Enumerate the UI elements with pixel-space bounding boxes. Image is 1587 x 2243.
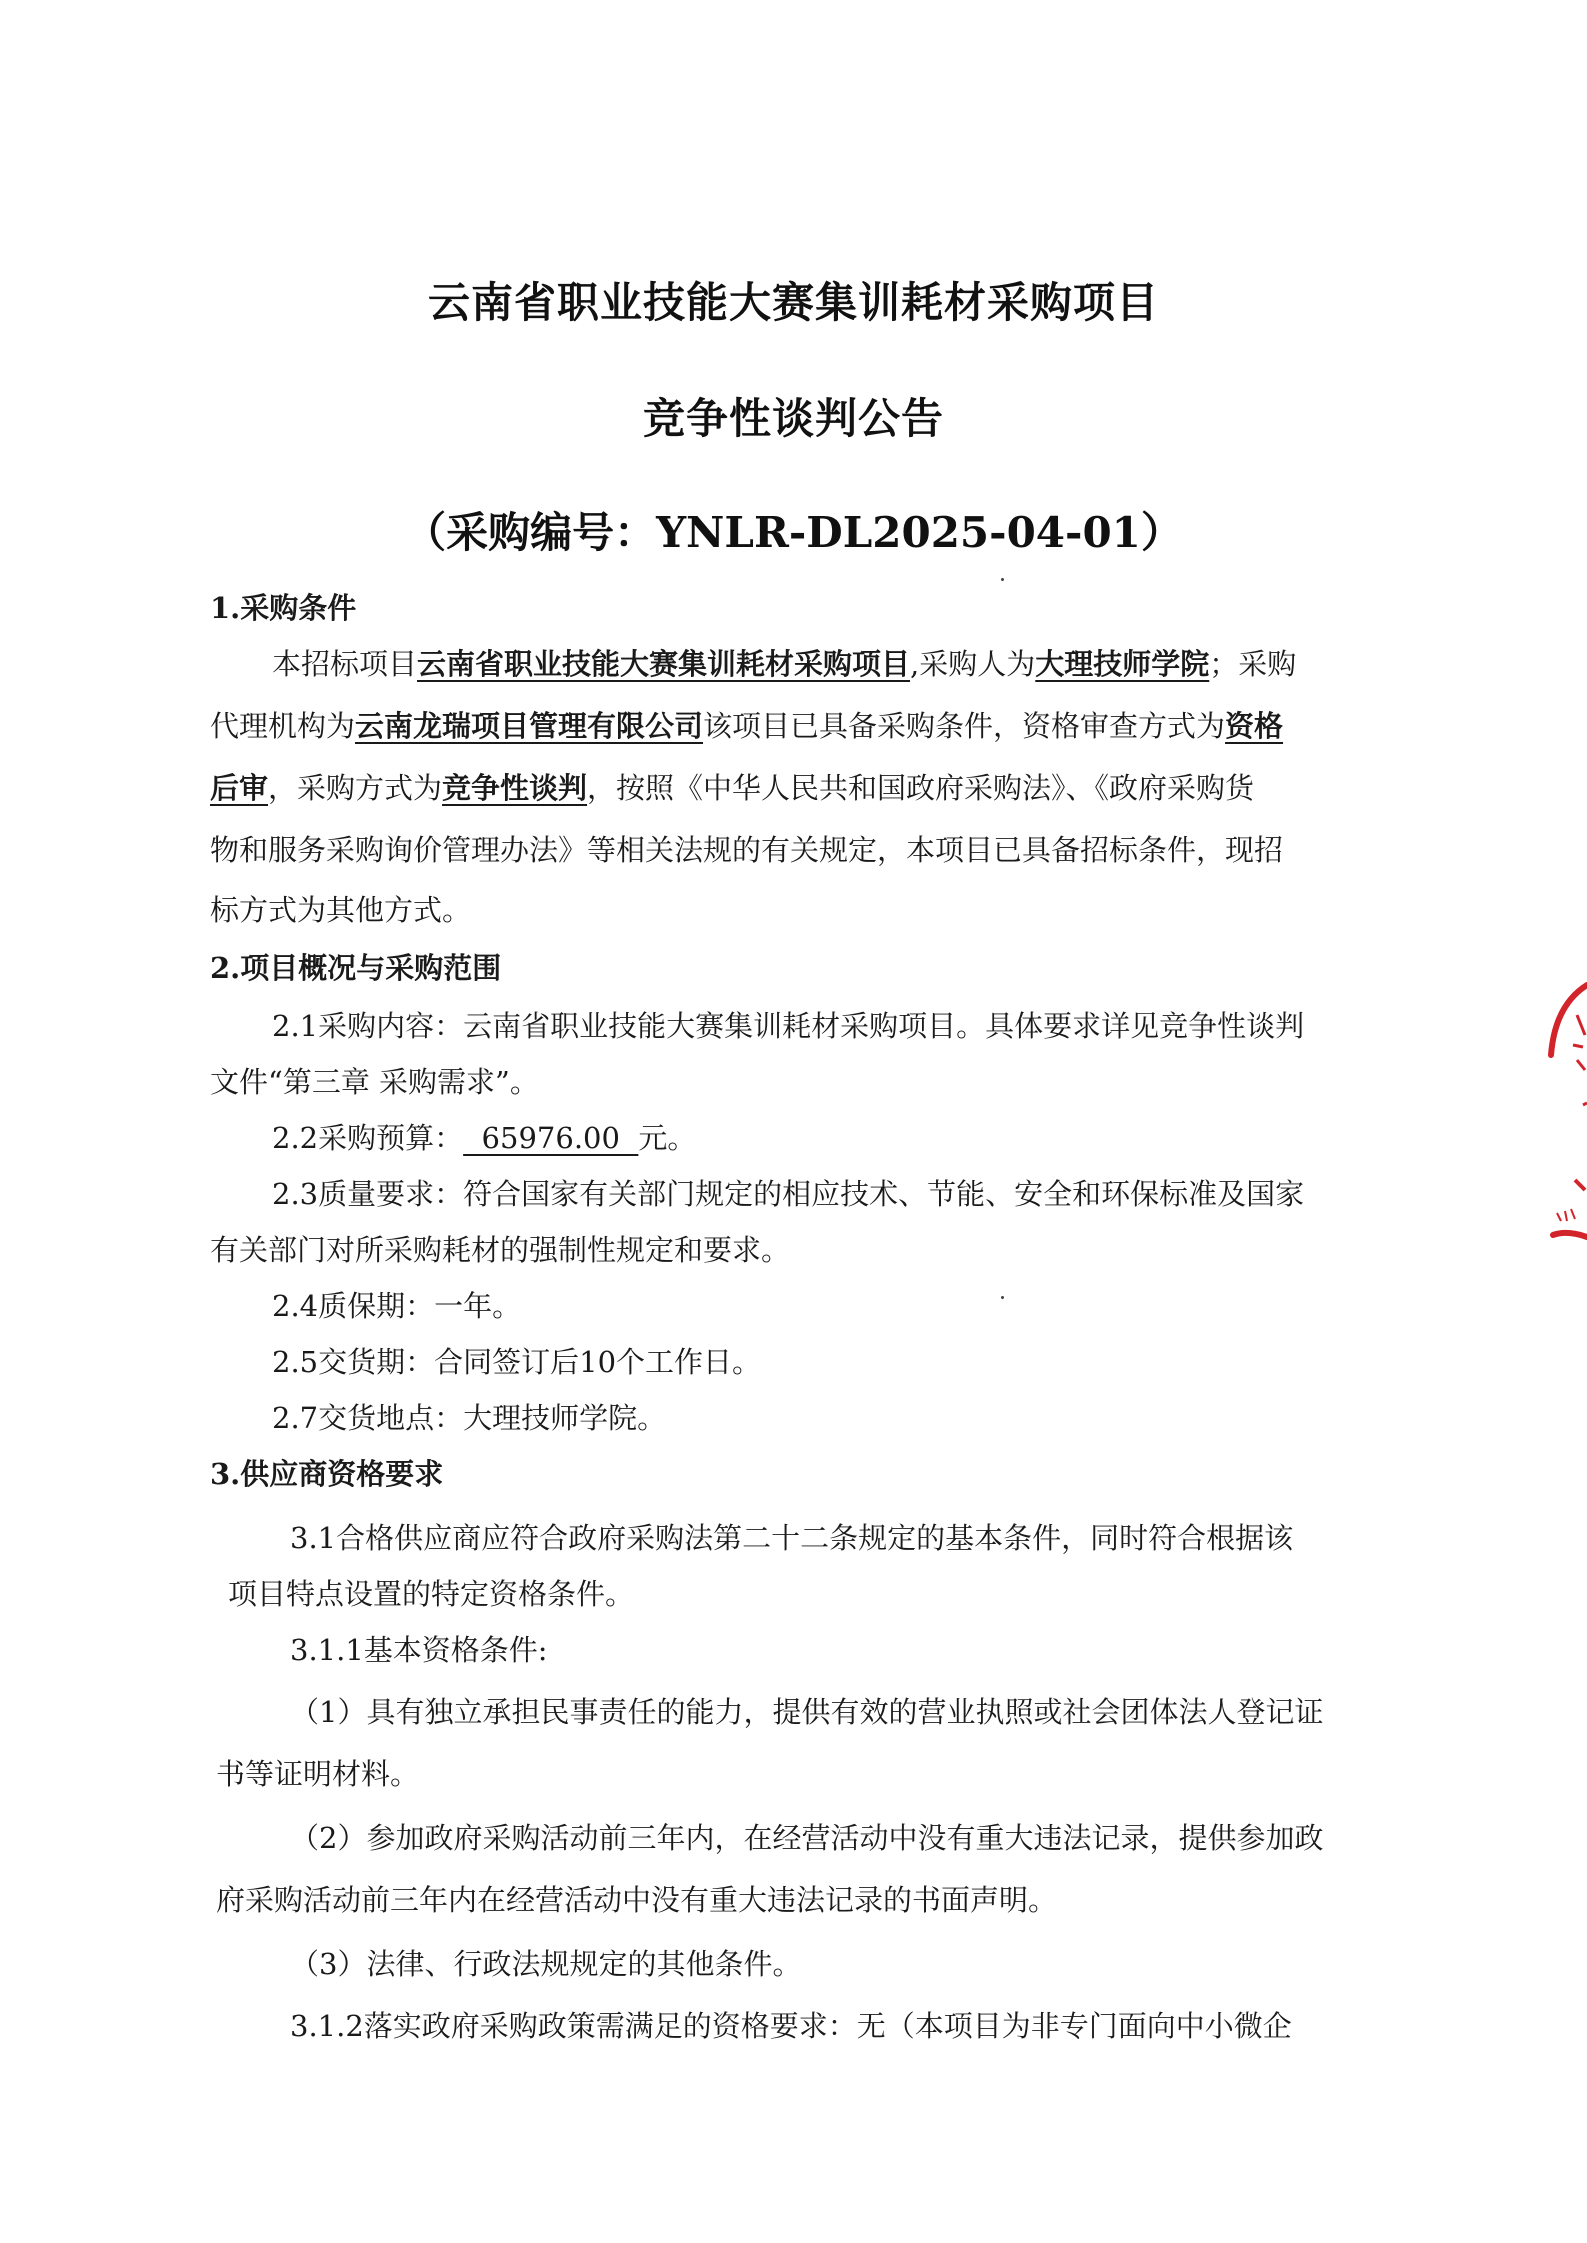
- procurement-number: （采购编号：YNLR-DL2025-04-01）: [404, 508, 1183, 557]
- text: 代理机构为: [210, 709, 356, 743]
- scan-speck: [1001, 1296, 1004, 1299]
- text: 该项目已具备采购条件，资格审查方式为: [703, 709, 1226, 743]
- text: 元。: [638, 1121, 697, 1155]
- s1-line-3: [210, 768, 1390, 808]
- s3-item-1a: （1）具有独立承担民事责任的能力，提供有效的营业执照或社会团体法人登记证: [290, 1695, 1324, 1729]
- procurement-method: 竞争性谈判: [442, 771, 588, 805]
- s3-item-1b: 书等证明材料。: [216, 1757, 420, 1791]
- s3-1a: 3.1合格供应商应符合政府采购法第二十二条规定的基本条件，同时符合根据该: [290, 1521, 1294, 1555]
- s3-1b: 项目特点设置的特定资格条件。: [228, 1577, 635, 1611]
- review-method: 资格: [1225, 709, 1284, 743]
- document-title: 云南省职业技能大赛集训耗材采购项目: [427, 278, 1159, 327]
- section-2-heading: 2.项目概况与采购范围: [210, 951, 502, 985]
- s3-item-2b: 府采购活动前三年内在经营活动中没有重大违法记录的书面声明。: [216, 1883, 1058, 1917]
- s2-3b: 有关部门对所采购耗材的强制性规定和要求。: [210, 1233, 791, 1267]
- project-name: 云南省职业技能大赛集训耗材采购项目: [417, 647, 911, 681]
- s1-line-5: 标方式为其他方式。: [210, 893, 472, 927]
- s2-2: [272, 1118, 1452, 1158]
- scan-speck: [1001, 578, 1004, 581]
- text: ,采购人为: [910, 647, 1036, 681]
- s2-1a: 2.1采购内容：云南省职业技能大赛集训耗材采购项目。具体要求详见竞争性谈判: [272, 1009, 1305, 1043]
- s2-1b: 文件“第三章 采购需求”。: [210, 1065, 539, 1099]
- s3-item-3: （3）法律、行政法规规定的其他条件。: [290, 1947, 802, 1981]
- review-method-cont: 后审: [210, 771, 269, 805]
- agency-name: 云南龙瑞项目管理有限公司: [355, 709, 704, 743]
- s3-1-1: 3.1.1基本资格条件:: [290, 1633, 548, 1667]
- s1-line-1: [272, 644, 1452, 684]
- s3-item-2a: （2）参加政府采购活动前三年内，在经营活动中没有重大违法记录，提供参加政: [290, 1821, 1324, 1855]
- s3-1-2: 3.1.2落实政府采购政策需满足的资格要求：无（本项目为非专门面向中小微企: [290, 2009, 1292, 2043]
- text: 本招标项目: [272, 647, 418, 681]
- s2-4: 2.4质保期：一年。: [272, 1289, 522, 1323]
- text: ；采购: [1209, 647, 1297, 681]
- text: ，按照《中华人民共和国政府采购法》、《政府采购货: [587, 771, 1255, 805]
- document-subtitle: 竞争性谈判公告: [642, 394, 944, 443]
- section-3-heading: 3.供应商资格要求: [210, 1457, 444, 1491]
- s1-line-2: [210, 706, 1390, 746]
- s2-5: 2.5交货期：合同签订后10个工作日。: [272, 1345, 762, 1379]
- s1-line-4: 物和服务采购询价管理办法》等相关法规的有关规定，本项目已具备招标条件，现招: [210, 833, 1284, 867]
- text: 2.2采购预算：: [272, 1121, 464, 1155]
- seal-stamp-fragment: [1547, 975, 1587, 1275]
- text: ，采购方式为: [268, 771, 443, 805]
- s2-3a: 2.3质量要求：符合国家有关部门规定的相应技术、节能、安全和环保标准及国家: [272, 1177, 1305, 1211]
- section-1-heading: 1.采购条件: [210, 591, 357, 625]
- budget-amount: 65976.00: [463, 1121, 639, 1155]
- purchaser-name: 大理技师学院: [1035, 647, 1210, 681]
- s2-7: 2.7交货地点：大理技师学院。: [272, 1401, 667, 1435]
